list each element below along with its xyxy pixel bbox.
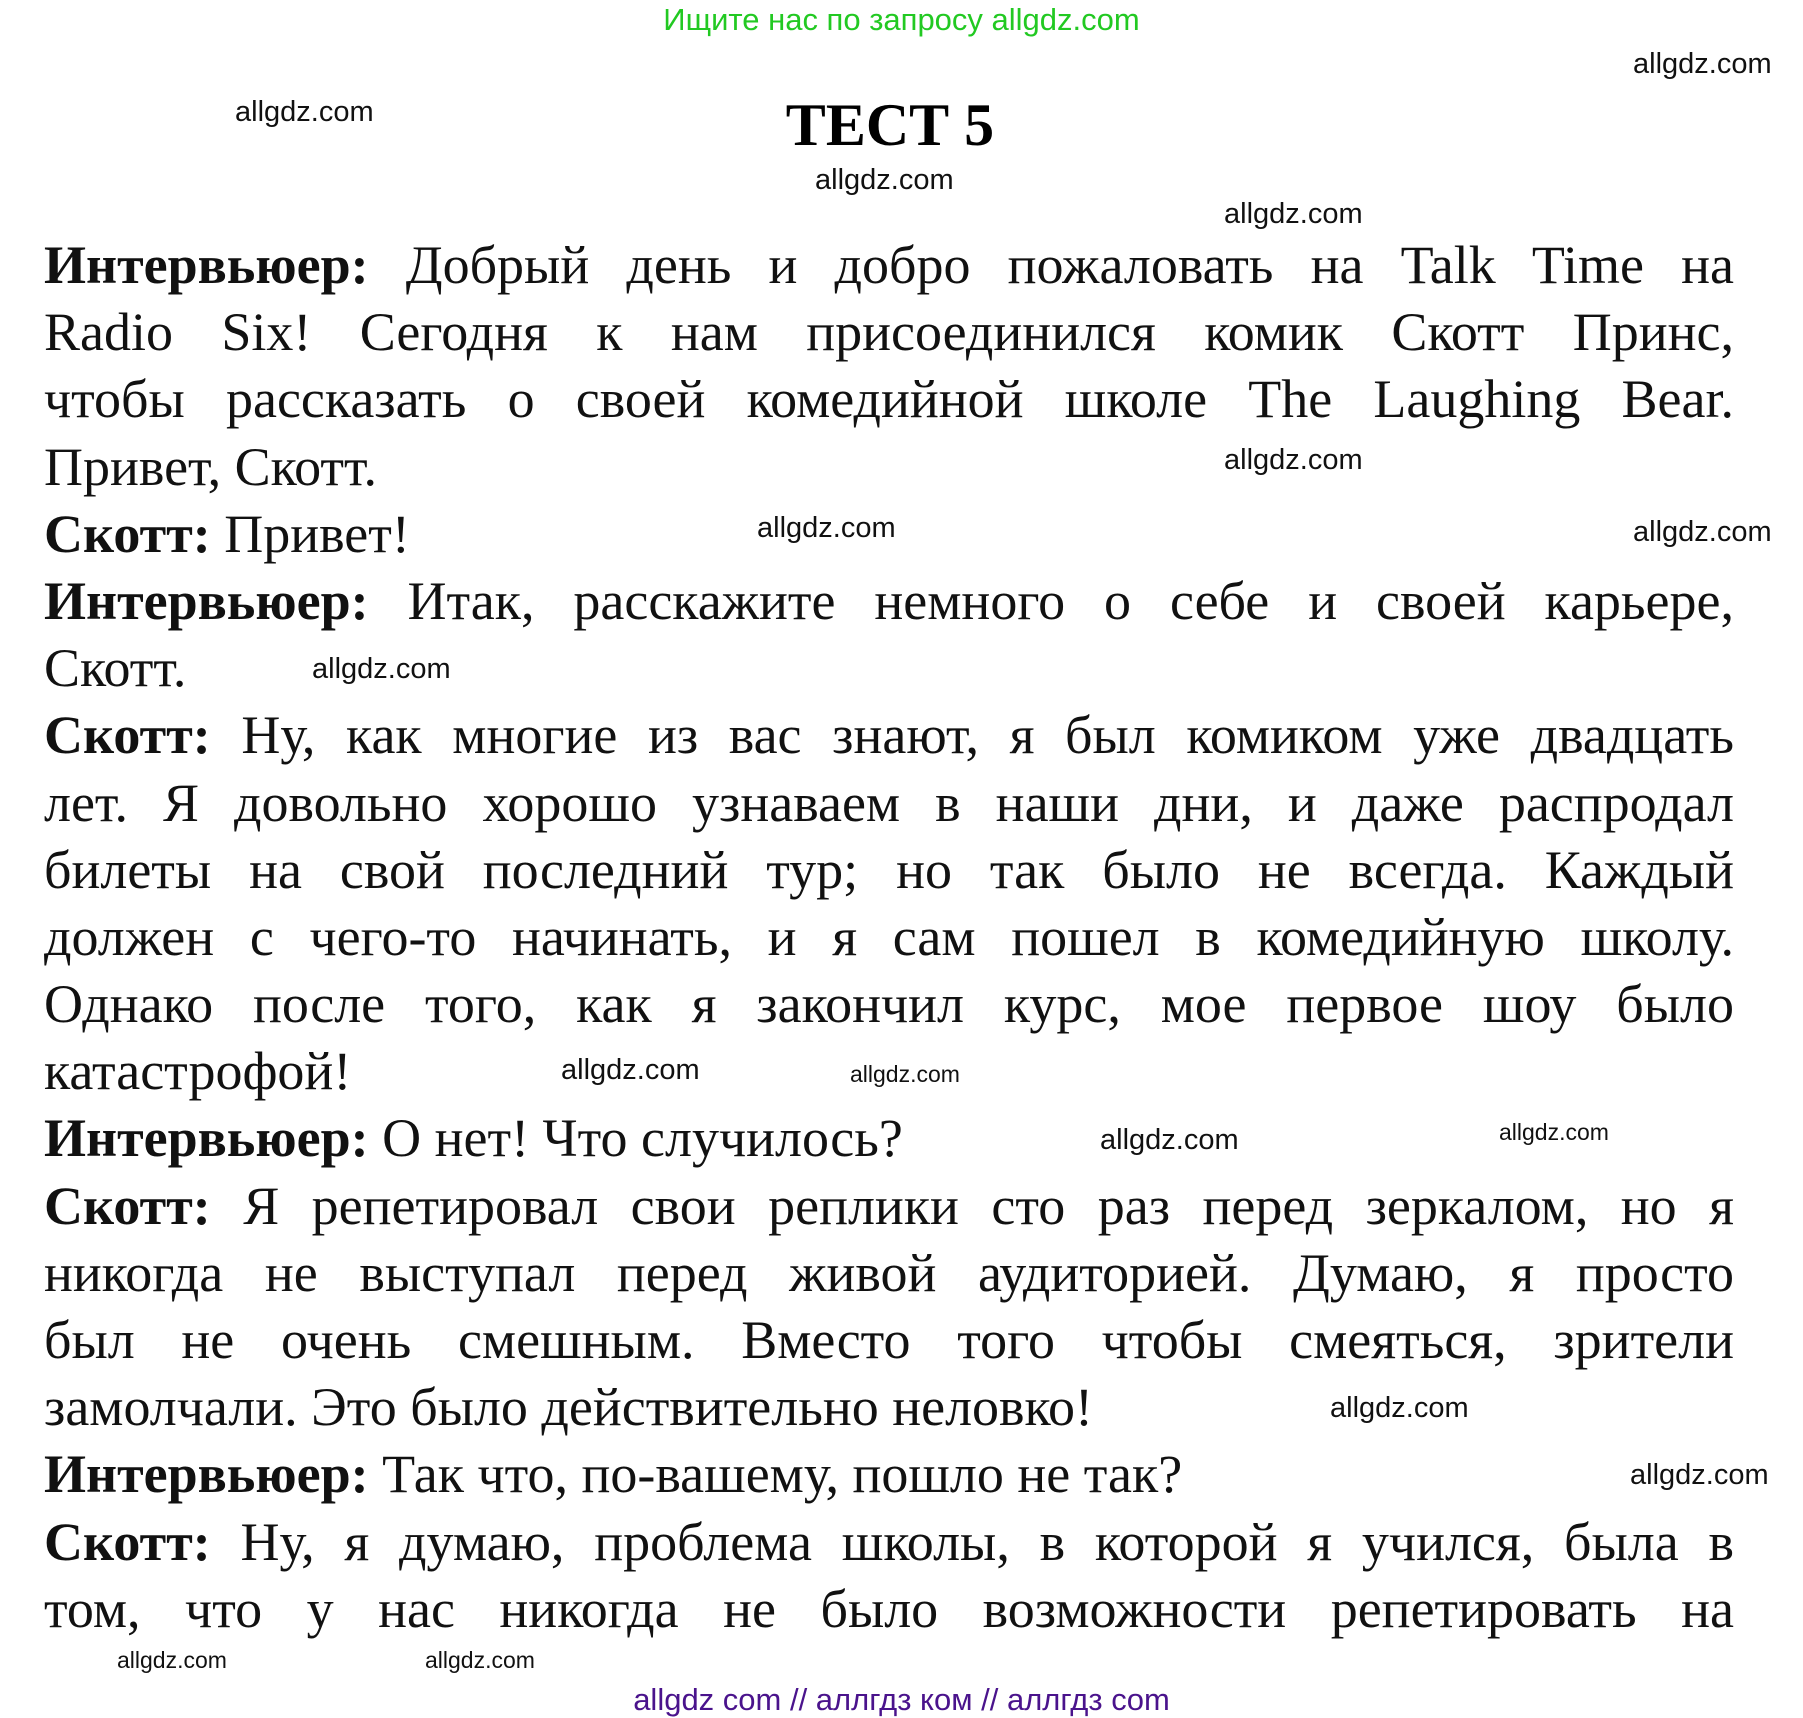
speaker-label: Интервьюер:	[44, 570, 369, 631]
line-text: замолчали. Это было действительно неловко!	[44, 1377, 1094, 1438]
watermark: allgdz.com	[1499, 1119, 1609, 1145]
line-text: О нет! Что случилось?	[368, 1108, 903, 1169]
line-text: Я репетировал свои реплики сто раз перед зеркалом, но я	[210, 1175, 1734, 1236]
line-text: том, что у нас никогда не было возможности репетировать на	[44, 1578, 1734, 1639]
watermark: allgdz.com	[1330, 1392, 1469, 1424]
watermark: allgdz.com	[1630, 1459, 1769, 1491]
speaker-label: Скотт:	[44, 705, 211, 766]
text-line	[44, 702, 1734, 769]
line-text: Ну, как многие из вас знают, я был комиком уже двадцать	[210, 705, 1734, 766]
line-text: Добрый день и добро пожаловать на Talk Time на	[368, 235, 1734, 295]
text-line	[44, 1173, 1734, 1240]
text-line	[44, 837, 1734, 904]
line-text: катастрофой!	[44, 1041, 352, 1102]
speaker-label: Интервьюер:	[44, 1444, 369, 1505]
text-line	[44, 1307, 1734, 1374]
line-text: чтобы рассказать о своей комедийной школе The Laughing Bear.	[44, 369, 1734, 430]
speaker-label: Скотт:	[44, 1175, 211, 1236]
text-line	[44, 904, 1734, 971]
watermark: allgdz.com	[117, 1647, 227, 1673]
watermark: allgdz.com	[757, 512, 896, 544]
line-text: лет. Я довольно хорошо узнаваем в наши дни, и даже распродал	[44, 772, 1734, 833]
line-text: должен с чего-то начинать, и я сам пошел в комедийную школу.	[44, 906, 1734, 967]
speaker-label: Скотт:	[44, 503, 211, 564]
text-line	[44, 299, 1734, 366]
speaker-label: Интервьюер:	[44, 235, 369, 295]
watermark: allgdz.com	[425, 1647, 535, 1673]
page-title: ТЕСТ 5	[785, 92, 995, 158]
text-line	[44, 1441, 1734, 1508]
text-line	[44, 1576, 1734, 1643]
watermark: allgdz.com	[1633, 48, 1772, 80]
line-text: был не очень смешным. Вместо того чтобы смеяться, зрители	[44, 1310, 1734, 1370]
text-line	[44, 635, 1734, 702]
watermark: allgdz.com	[1633, 516, 1772, 548]
line-text: Radio Six! Сегодня к нам присоединился комик Скотт Принс,	[44, 302, 1734, 363]
text-line	[44, 1240, 1734, 1307]
line-text: Привет!	[210, 503, 410, 564]
watermark: allgdz.com	[235, 96, 374, 128]
text-line	[44, 770, 1734, 837]
line-text: Однако после того, как я закончил курс, мое первое шоу было	[44, 974, 1734, 1035]
line-text: билеты на свой последний тур; но так было не всегда. Каждый	[44, 839, 1734, 900]
footer-ad-link[interactable]: allgdz com // аллгдз ком // аллгдз com	[633, 1682, 1170, 1717]
text-line	[44, 1374, 1734, 1441]
line-text: Ну, я думаю, проблема школы, в которой я учился, была в	[210, 1511, 1734, 1572]
line-text: Так что, по-вашему, пошло не так?	[368, 1444, 1183, 1505]
text-line	[44, 1105, 1734, 1172]
watermark: allgdz.com	[1224, 444, 1363, 476]
watermark: allgdz.com	[312, 653, 451, 685]
line-text: Скотт.	[44, 638, 187, 699]
text-line	[44, 568, 1734, 635]
header-ad-link[interactable]: Ищите нас по запросу allgdz.com	[663, 2, 1140, 37]
text-line	[44, 1509, 1734, 1576]
line-text: никогда не выступал перед живой аудиторией. Думаю, я просто	[44, 1242, 1734, 1303]
watermark: allgdz.com	[850, 1061, 960, 1087]
watermark: allgdz.com	[815, 164, 954, 196]
speaker-label: Скотт:	[44, 1511, 211, 1572]
line-text: Привет, Скотт.	[44, 436, 378, 497]
watermark: allgdz.com	[1224, 198, 1363, 230]
text-line	[44, 232, 1734, 299]
text-line	[44, 434, 1734, 501]
watermark: allgdz.com	[561, 1054, 700, 1086]
text-line	[44, 366, 1734, 433]
dialogue-text	[44, 232, 1734, 1643]
text-line	[44, 971, 1734, 1038]
speaker-label: Интервьюер:	[44, 1108, 369, 1169]
line-text: Итак, расскажите немного о себе и своей карьере,	[368, 570, 1734, 631]
watermark: allgdz.com	[1100, 1124, 1239, 1156]
